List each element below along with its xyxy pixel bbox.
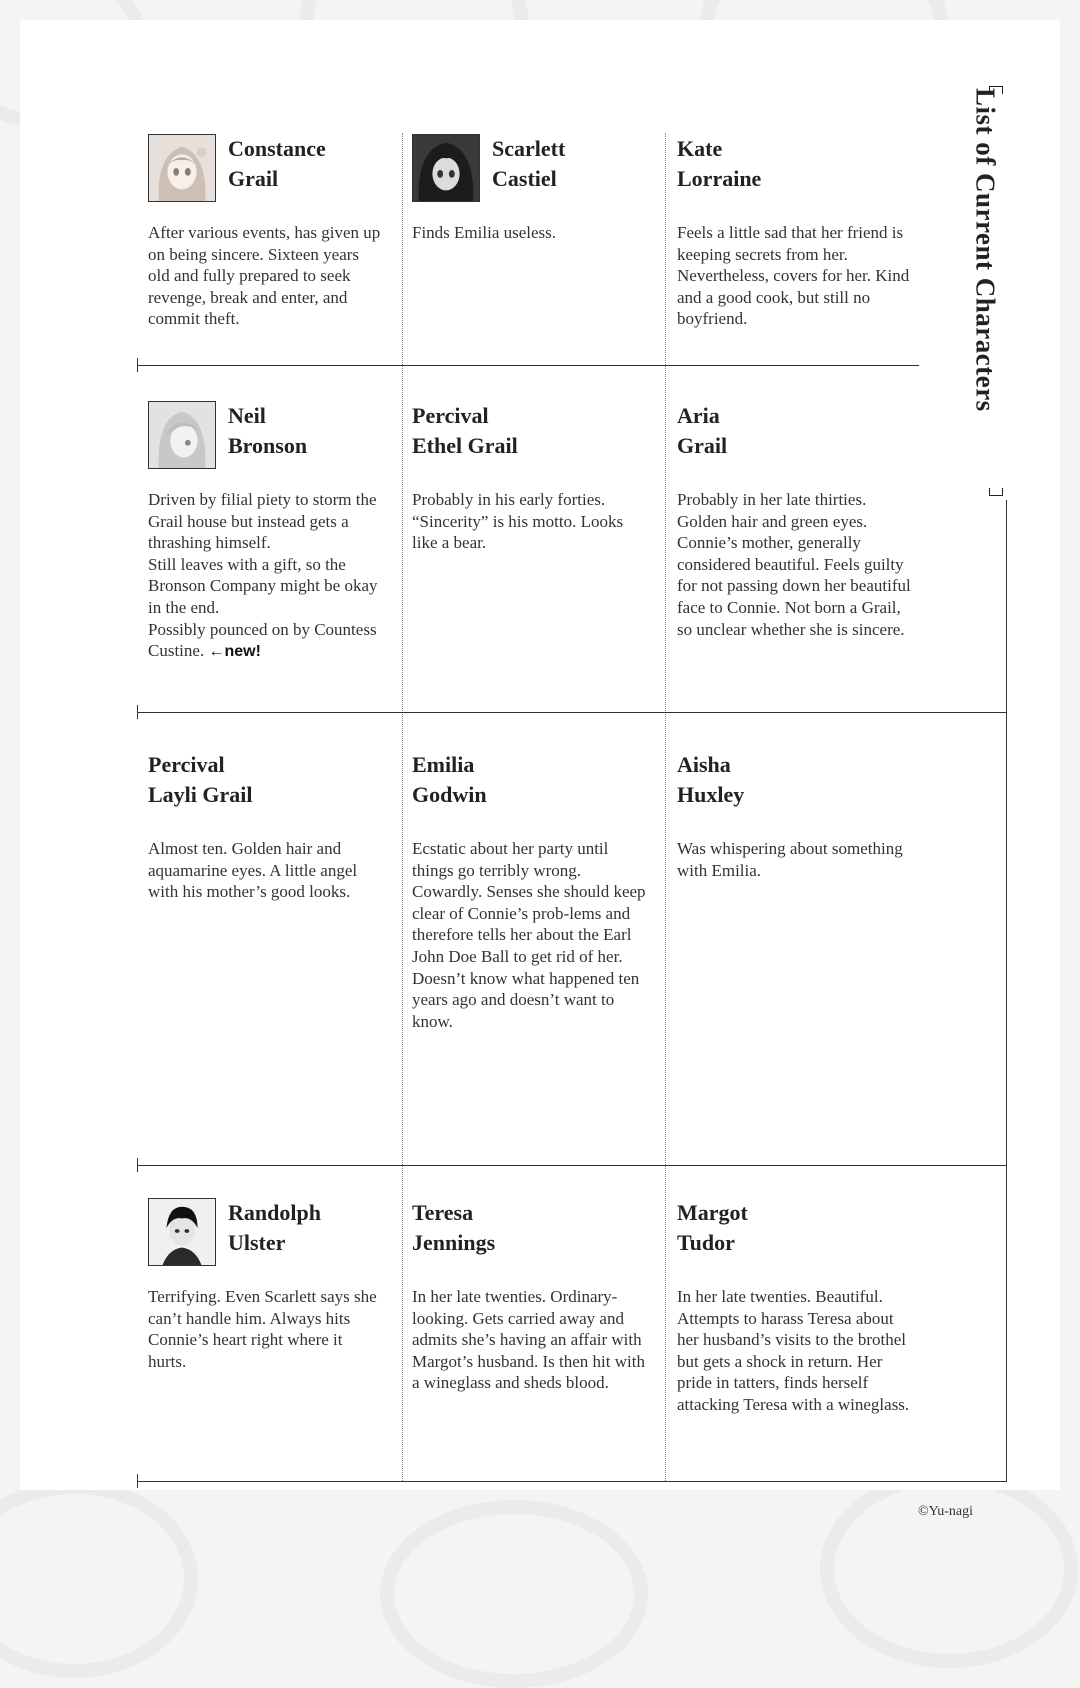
- background-ornament: [0, 1480, 198, 1678]
- row-divider: [137, 1481, 1007, 1482]
- character-last-name: Castiel: [492, 166, 557, 191]
- character-description: [148, 222, 384, 330]
- page-title: [960, 88, 1010, 488]
- character-first-name: Percival: [148, 752, 225, 777]
- character-entry: [677, 1198, 913, 1416]
- character-entry: [148, 750, 384, 903]
- right-border: [1006, 500, 1007, 1482]
- title-bracket-bottom: [989, 488, 1003, 496]
- character-entry: [677, 401, 913, 640]
- character-description: [412, 222, 648, 244]
- background-ornament: [820, 1470, 1078, 1668]
- character-description: [677, 222, 913, 330]
- character-first-name: Neil: [228, 403, 266, 428]
- description-text: Doesn’t know what happened ten years ago and doesn’t want to know.: [412, 968, 640, 1031]
- character-last-name: Grail: [228, 166, 279, 191]
- description-text: Ecstatic about her party until things go terribly wrong. Cowardly. Senses she should keep clear of Connie’s prob-lems and therefore tells her about the Earl John Doe Ball to get rid of her.: [412, 839, 646, 966]
- character-last-name: Tudor: [677, 1230, 735, 1255]
- character-first-name: Kate: [677, 136, 723, 161]
- character-last-name: Huxley: [677, 782, 745, 807]
- description-text: Still leaves with a gift, so the Bronson Company might be okay in the end.: [148, 554, 378, 617]
- character-description: [148, 1286, 384, 1372]
- row-divider: [137, 1165, 1007, 1166]
- randolph-portrait: [148, 1198, 216, 1266]
- character-entry: [148, 401, 384, 663]
- character-first-name: Scarlett: [492, 136, 566, 161]
- description-text: Finds Emilia useless.: [412, 223, 557, 242]
- neil-portrait: [148, 401, 216, 469]
- character-description: [677, 838, 913, 881]
- description-text: Almost ten. Golden hair and aquamarine eyes. A little angel with his mother’s good looks.: [148, 839, 358, 902]
- character-first-name: Constance: [228, 136, 326, 161]
- row-divider-tick: [137, 705, 138, 719]
- row-divider: [137, 712, 1007, 713]
- character-description: [148, 489, 384, 663]
- column-divider: [665, 133, 666, 1481]
- description-text: Was whispering about something with Emilia.: [677, 839, 903, 880]
- character-description: [677, 489, 913, 640]
- description-text: Terrifying. Even Scarlett says she can’t handle him. Always hits Connie’s heart right where it hurts.: [148, 1287, 377, 1371]
- character-last-name: Ulster: [228, 1230, 286, 1255]
- character-description: [148, 838, 384, 903]
- page-title-text: List of Current Characters: [970, 88, 1001, 412]
- character-first-name: Aria: [677, 403, 720, 428]
- character-entry: [412, 401, 648, 554]
- background-ornament: [380, 1500, 648, 1688]
- description-text: After various events, has given up on being sincere. Sixteen years old and fully prepared to seek revenge, break and enter, and commit theft.: [148, 223, 381, 329]
- character-last-name: Grail: [677, 433, 728, 458]
- character-entry: [148, 1198, 384, 1372]
- row-divider-tick: [137, 358, 138, 372]
- character-first-name: Aisha: [677, 752, 731, 777]
- character-last-name: Lorraine: [677, 166, 762, 191]
- character-entry: [677, 750, 913, 881]
- column-divider: [402, 133, 403, 1481]
- character-entry: [412, 1198, 648, 1394]
- character-entry: [412, 134, 648, 244]
- character-last-name: Layli Grail: [148, 782, 253, 807]
- character-last-name: Bronson: [228, 433, 308, 458]
- scarlett-portrait: [412, 134, 480, 202]
- row-divider: [137, 365, 919, 366]
- copyright-notice: ©Yu-nagi: [918, 1504, 973, 1519]
- constance-portrait: [148, 134, 216, 202]
- character-last-name: Ethel Grail: [412, 433, 518, 458]
- character-first-name: Margot: [677, 1200, 748, 1225]
- description-text: Possibly pounced on by Countess Custine.: [148, 619, 377, 661]
- character-first-name: Emilia: [412, 752, 475, 777]
- character-entry: [677, 134, 913, 330]
- character-entry: [412, 750, 648, 1032]
- character-description: [412, 489, 648, 554]
- description-text: In her late twenties. Beautiful. Attempts to harass Teresa about her husband’s visits to the brothel but gets a shock in return. Her pride in tatters, finds herself attacking Teresa with a wineglass.: [677, 1287, 910, 1414]
- character-description: [677, 1286, 913, 1416]
- character-last-name: Jennings: [412, 1230, 496, 1255]
- description-text: Driven by filial piety to storm the Grail house but instead gets a thrashing himself.: [148, 490, 377, 553]
- character-last-name: Godwin: [412, 782, 487, 807]
- character-first-name: Teresa: [412, 1200, 474, 1225]
- character-first-name: Percival: [412, 403, 489, 428]
- row-divider-tick: [137, 1158, 138, 1172]
- description-text: Probably in his early forties. “Sincerity” is his motto. Looks like a bear.: [412, 490, 624, 553]
- description-text: Feels a little sad that her friend is keeping secrets from her. Nevertheless, covers for her. Kind and a good cook, but still no boyfriend.: [677, 223, 910, 329]
- description-text: Probably in her late thirties. Golden hair and green eyes. Connie’s mother, generally considered beautiful. Feels guilty for not passing down her beautiful face to Connie. Not born a Grail, so unclear whether she is sincere.: [677, 490, 911, 639]
- character-entry: [148, 134, 384, 330]
- character-description: [412, 838, 648, 1032]
- character-description: [412, 1286, 648, 1394]
- description-text: In her late twenties. Ordinary-looking. Gets carried away and admits she’s having an affair with Margot’s husband. Is then hit with a wineglass and sheds blood.: [412, 1287, 645, 1393]
- new-tag: ←new!: [208, 643, 261, 661]
- character-first-name: Randolph: [228, 1200, 321, 1225]
- row-divider-tick: [137, 1474, 138, 1488]
